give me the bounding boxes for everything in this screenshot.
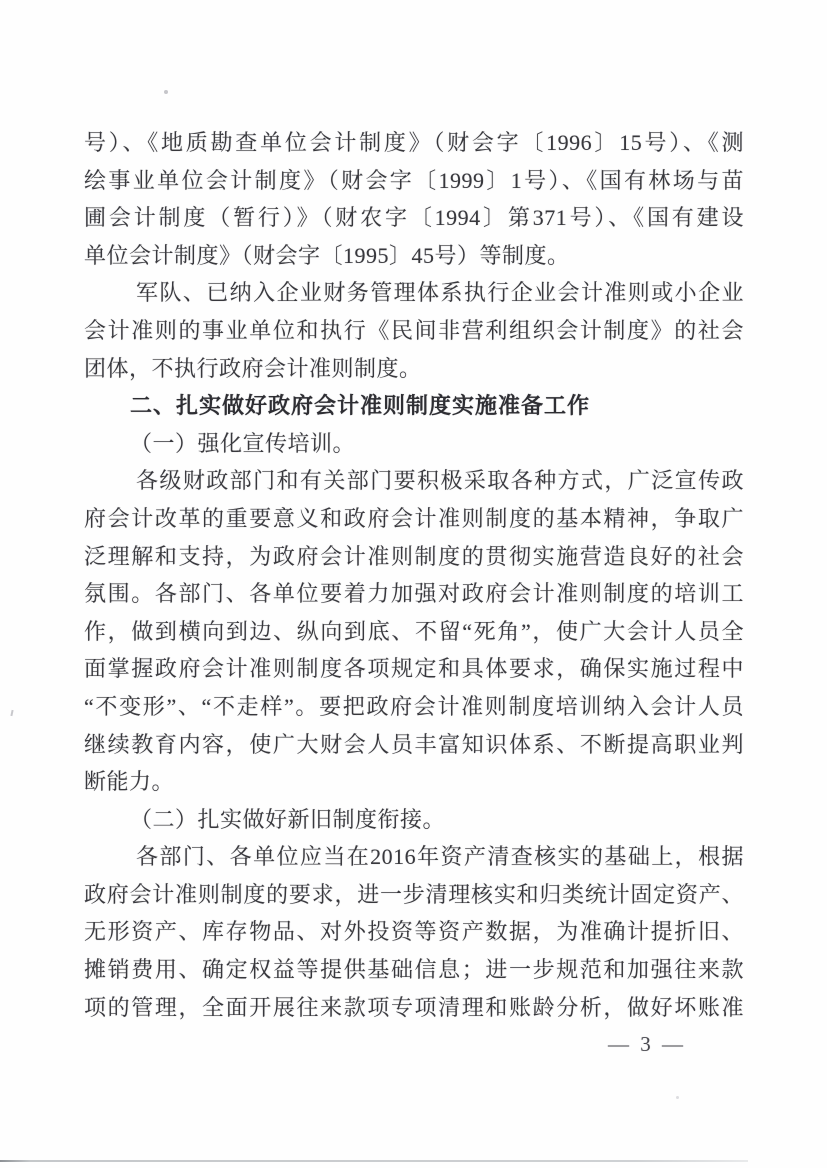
text-line: “不变形”、“不走样”。要把政府会计准则制度培训纳入会计人员 bbox=[84, 693, 744, 719]
scan-speck bbox=[676, 1096, 679, 1099]
text-line: 氛围。各部门、各单位要着力加强对政府会计准则制度的培训工 bbox=[84, 581, 744, 607]
scan-edge-line bbox=[0, 1160, 748, 1162]
text-line: 政府会计准则制度的要求，进一步清理核实和归类统计固定资产、 bbox=[84, 881, 744, 907]
text-line: 府会计改革的重要意义和政府会计准则制度的基本精神，争取广 bbox=[84, 505, 744, 531]
text-line: 军队、已纳入企业财务管理体系执行企业会计准则或小企业 bbox=[136, 280, 744, 306]
text-line: 项的管理，全面开展往来款项专项清理和账龄分析，做好坏账准 bbox=[84, 994, 744, 1020]
text-line: 无形资产、库存物品、对外投资等资产数据，为准确计提折旧、 bbox=[84, 919, 744, 945]
text-line: 号）、《地质勘查单位会计制度》（财会字〔1996〕15号）、《测 bbox=[84, 130, 744, 155]
text-line: 团体，不执行政府会计准则制度。 bbox=[84, 355, 422, 381]
text-line: 单位会计制度》（财会字〔1995〕45号）等制度。 bbox=[84, 242, 570, 268]
text-line: 圃会计制度（暂行）》（财农字〔1994〕第371号）、《国有建设 bbox=[84, 205, 744, 231]
text-line: 继续教育内容，使广大财会人员丰富知识体系、不断提高职业判 bbox=[84, 731, 744, 757]
text-line: （二）扎实做好新旧制度衔接。 bbox=[130, 806, 446, 832]
document-text bbox=[84, 124, 744, 1026]
text-line: 面掌握政府会计准则制度各项规定和具体要求，确保实施过程中 bbox=[84, 656, 744, 682]
text-line: 各级财政部门和有关部门要积极采取各种方式，广泛宣传政 bbox=[136, 468, 744, 494]
text-line: 绘事业单位会计制度》（财会字〔1999〕1号）、《国有林场与苗 bbox=[84, 167, 744, 193]
text-line: 各部门、各单位应当在2016年资产清查核实的基础上，根据 bbox=[136, 844, 744, 870]
text-line: 断能力。 bbox=[84, 769, 175, 795]
text-line: 二、扎实做好政府会计准则制度实施准备工作 bbox=[130, 393, 591, 419]
text-line: 摊销费用、确定权益等提供基础信息；进一步规范和加强往来款 bbox=[84, 957, 744, 983]
text-line: 作，做到横向到边、纵向到底、不留“死角”，使广大会计人员全 bbox=[84, 618, 744, 644]
page-number: — 3 — bbox=[608, 1032, 686, 1056]
text-line: 会计准则的事业单位和执行《民间非营利组织会计制度》的社会 bbox=[84, 317, 744, 343]
text-line: （一）强化宣传培训。 bbox=[130, 430, 356, 456]
scan-speck bbox=[10, 710, 13, 716]
scan-speck bbox=[164, 90, 168, 94]
text-line: 泛理解和支持，为政府会计准则制度的贯彻实施营造良好的社会 bbox=[84, 543, 744, 569]
